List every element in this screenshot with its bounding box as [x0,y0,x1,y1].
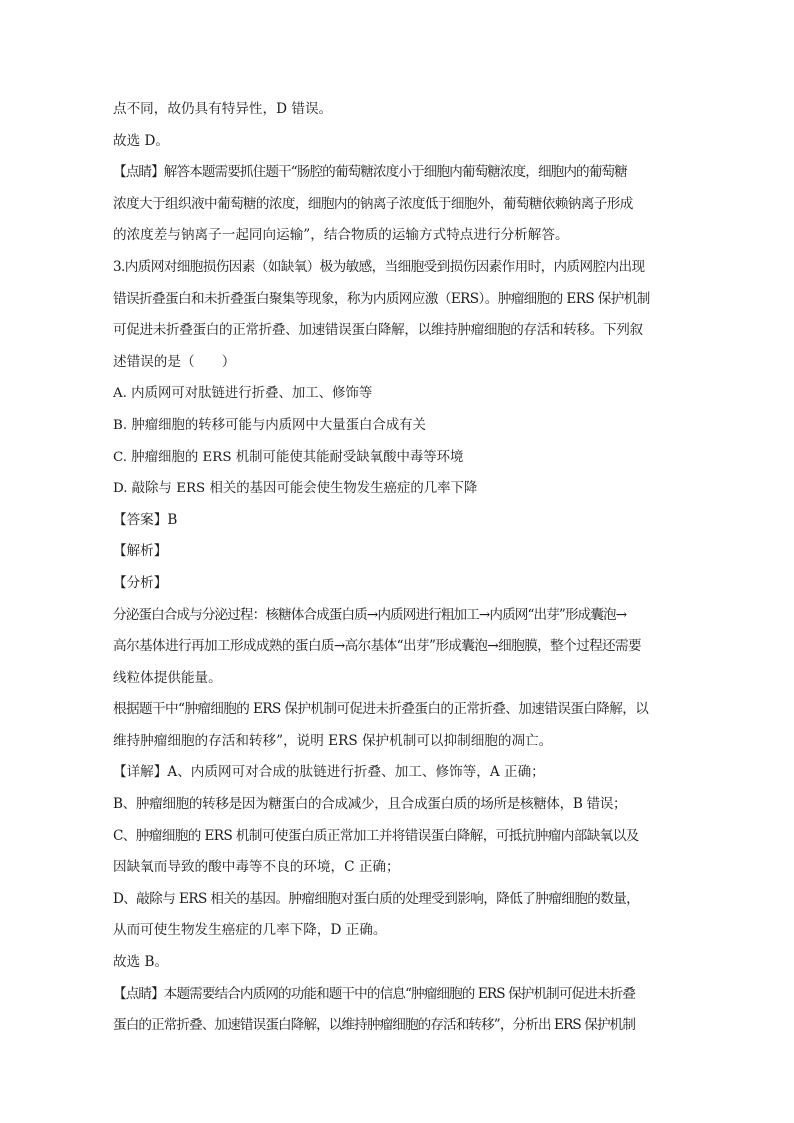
text-line: 根据题干中“肿瘤细胞的 ERS 保护机制可促进未折叠蛋白的正常折叠、加速错误蛋白降解，以 [113,701,649,718]
option-c: C. 肿瘤细胞的 ERS 机制可能使其能耐受缺氧酸中毒等环境 [113,449,464,465]
text-line: 分泌蛋白合成与分泌过程：核糖体合成蛋白质→内质网进行粗加工→内质网“出芽”形成囊泡→ [113,606,627,623]
detail-line: B、肿瘤细胞的转移是因为糖蛋白的合成减少，且合成蛋白质的场所是核糖体，B 错误； [113,796,627,813]
text-line: 点不同，故仍具有特异性，D 错误。 [113,101,333,117]
detail-line: 【详解】A、内质网可对合成的肽链进行折叠、加工、修饰等，A 正确； [113,764,545,781]
option-a: A. 内质网可对肽链进行折叠、加工、修饰等 [113,386,373,402]
text-line: 高尔基体进行再加工形成成熟的蛋白质→高尔基体“出芽”形成囊泡→细胞膜，整个过程还需要 [113,638,642,655]
option-d: D. 敲除与 ERS 相关的基因可能会使生物发生癌症的几率下降 [113,481,478,497]
detail-line: 因缺氧而导致的酸中毒等不良的环境，C 正确； [113,859,400,876]
text-line: 的浓度差与钠离子一起同向运输”，结合物质的运输方式特点进行分析解答。 [113,227,569,244]
detail-line: C、肿瘤细胞的 ERS 机制可使蛋白质正常加工并将错误蛋白降解，可抵抗肿瘤内部缺氧以及 [113,827,639,844]
question-stem: 述错误的是（ ） [113,353,236,370]
detail-line: D、敲除与 ERS 相关的基因。肿瘤细胞对蛋白质的处理受到影响，降低了肿瘤细胞的数量， [113,890,640,907]
text-line: 【点睛】解答本题需要抓住题干“肠腔的葡萄糖浓度小于细胞内葡萄糖浓度，细胞内的葡萄糖 [113,164,627,181]
question-stem: 错误折叠蛋白和未折叠蛋白聚集等现象，称为内质网应激（ERS）。肿瘤细胞的 ERS 保护机制 [113,290,650,307]
text-line: 故选 B。 [113,954,169,971]
detail-line: 从而可使生物发生癌症的几率下降，D 正确。 [113,922,387,939]
analysis-heading: 【解析】 [113,543,168,560]
document-page [113,94,688,1042]
text-line: 线粒体提供能量。 [113,669,222,686]
option-b: B. 肿瘤细胞的转移可能与内质网中大量蛋白合成有关 [113,417,426,433]
question-stem: 可促进未折叠蛋白的正常折叠、加速错误蛋白降解，以维持肿瘤细胞的存活和转移。下列叙 [113,322,643,339]
text-line: 维持肿瘤细胞的存活和转移”，说明 ERS 保护机制可以抑制细胞的凋亡。 [113,732,553,749]
text-line: 故选 D。 [113,132,170,149]
question-stem: 3.内质网对细胞损伤因素（如缺氧）极为敏感，当细胞受到损伤因素作用时，内质网腔内出现 [113,258,645,275]
analysis-subheading: 【分析】 [113,574,168,591]
answer-label: 【答案】B [113,511,178,528]
text-line: 浓度大于组织液中葡萄糖的浓度，细胞内的钠离子浓度低于细胞外，葡萄糖依赖钠离子形成 [113,195,633,212]
comment-line: 【点睛】本题需要结合内质网的功能和题干中的信息“肿瘤细胞的 ERS 保护机制可促进未折叠 [113,985,636,1002]
comment-line: 蛋白的正常折叠、加速错误蛋白降解，以维持肿瘤细胞的存活和转移”，分析出 ERS 保护机制 [113,1017,636,1034]
